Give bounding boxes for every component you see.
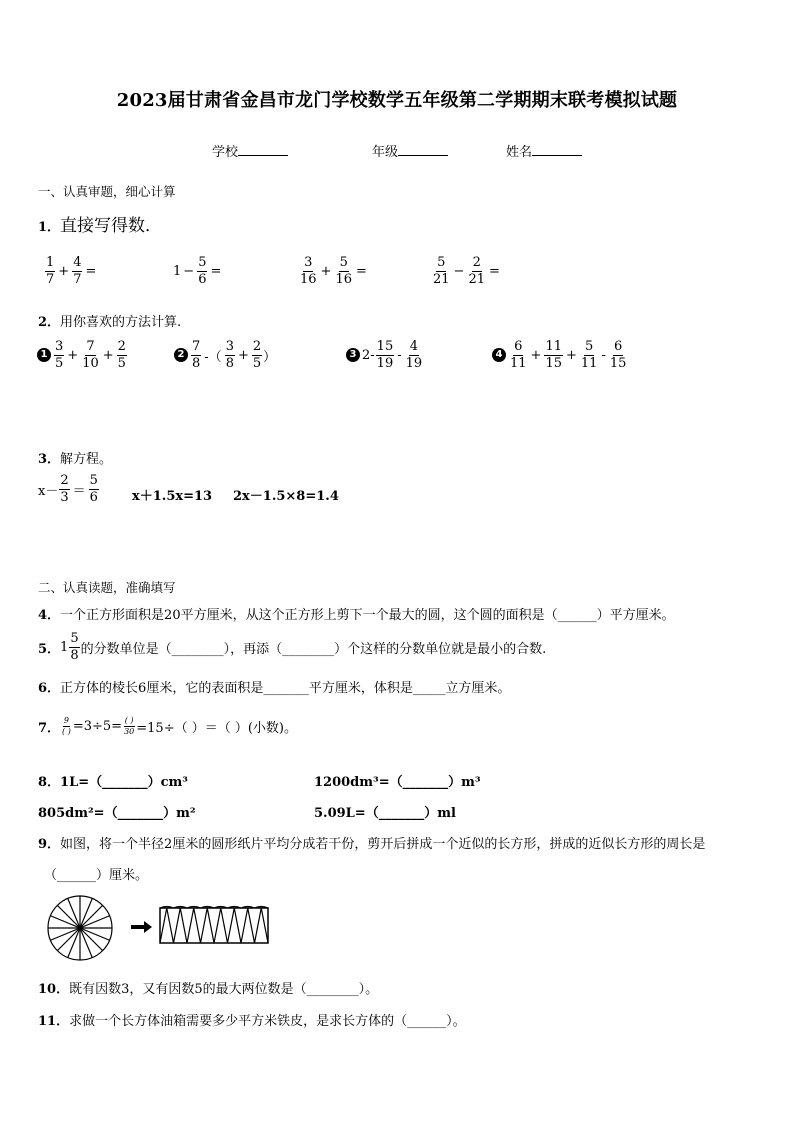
school-label: 学校 — [212, 145, 239, 160]
circled-number-4: 4 — [492, 348, 506, 362]
q9-line-1 — [38, 833, 705, 852]
q11-number: 11． — [38, 1014, 70, 1029]
operator: + — [58, 263, 70, 279]
q3-number: 3． — [38, 452, 61, 467]
page-title: 2023届甘肃省金昌市龙门学校数学五年级第二学期期末联考模拟试题 — [116, 90, 678, 111]
q7 — [38, 717, 297, 737]
name-blank[interactable] — [532, 142, 582, 156]
section-1-heading: 一、认真审题，细心计算 — [38, 184, 176, 199]
q10-number: 10． — [38, 982, 70, 997]
q6-number: 6． — [38, 681, 61, 696]
q9-line-2: （______）厘米。 — [44, 868, 149, 883]
fraction: 4 19 — [405, 339, 423, 371]
q8-number: 8． — [38, 775, 61, 790]
fraction: $\frac{4}{7}$ — [73, 255, 82, 287]
q2-expr-4 — [492, 340, 628, 370]
q4-text: 一个正方形面积是20平方厘米，从这个正方形上剪下一个最大的圆，这个圆的面积是（______）平方厘米。 — [60, 608, 675, 623]
fraction: $\frac{2}{5}$ — [117, 339, 126, 371]
arrow-head — [144, 921, 152, 933]
fraction: $\frac{5}{16}$ — [335, 255, 352, 287]
q3-equation-3: 2x－1.5×8=1.4 — [233, 489, 339, 504]
q1-item-3 — [298, 256, 369, 286]
q8-part-c: 805dm²=（_______）m² — [38, 806, 196, 821]
fraction: 7 8 — [192, 339, 201, 371]
fraction: 5 6 — [89, 473, 98, 505]
q10-text: 既有因数3，又有因数5的最大两位数是（________）。 — [69, 982, 379, 997]
circled-number-2: 2 — [174, 348, 188, 362]
equals: = — [85, 263, 97, 279]
fraction: $\frac{2}{5}$ — [252, 339, 262, 371]
equals: = — [356, 263, 367, 279]
q2-expr-3 — [346, 340, 424, 370]
operator: − — [183, 263, 195, 279]
q1-item-4 — [431, 256, 502, 286]
q9-number: 9． — [38, 837, 61, 852]
q1-number: 1． — [38, 220, 61, 235]
q2-prompt — [38, 311, 181, 330]
q3-text: 解方程。 — [60, 452, 113, 467]
q8-row-1a — [38, 771, 188, 790]
equals: = — [489, 263, 500, 279]
q7-text-2: =15÷（ ）＝（ ）(小数)。 — [136, 721, 298, 737]
fraction: 3 8 — [225, 339, 234, 371]
rectangle-sectors — [160, 907, 268, 944]
fraction: $\frac{5}{6}$ — [198, 255, 207, 287]
lead-term: x－ — [38, 483, 59, 499]
equals: = — [210, 263, 222, 279]
q6-text: 正方体的棱长6厘米，它的表面积是_______平方厘米，体积是_____立方厘米。 — [60, 681, 511, 696]
q2-text: 用你喜欢的方法计算. — [60, 315, 182, 330]
q5 — [38, 632, 546, 662]
q7-number: 7． — [38, 721, 61, 737]
operator: - — [397, 347, 402, 363]
q1-text: 直接写得数． — [60, 216, 163, 236]
fraction: 5 21 — [433, 255, 450, 287]
q3-equation-1 — [38, 474, 100, 504]
q2-expr-2 — [174, 340, 276, 370]
grade-blank[interactable] — [398, 142, 448, 156]
q6 — [38, 677, 510, 696]
q2-number: 2． — [38, 315, 61, 330]
q4 — [38, 604, 675, 623]
q3-equation-2: x＋1.5x=13 — [132, 489, 213, 504]
q5-number: 5． — [38, 641, 61, 657]
operator: + — [67, 347, 79, 363]
whole-number: 1 — [173, 263, 182, 279]
school-field — [212, 141, 288, 160]
operator: -（ — [204, 349, 222, 365]
q9-figure — [46, 892, 276, 968]
q7-text-1: =3÷5= — [72, 719, 123, 735]
fraction: 2 3 — [60, 473, 69, 505]
q1-item-2 — [173, 256, 223, 286]
grade-field — [372, 141, 448, 160]
operator: + — [566, 347, 577, 363]
name-field — [506, 141, 582, 160]
q5-text: 的分数单位是（________），再添（________）个这样的分数单位就是最小的合数. — [80, 641, 547, 657]
operator: + — [237, 347, 249, 363]
q8-part-d: 5.09L=（_______）ml — [314, 806, 456, 821]
operator: + — [102, 347, 114, 363]
fraction: 9 ( ) — [62, 716, 71, 737]
approx-rectangle — [160, 908, 268, 943]
lead-term: 2- — [362, 347, 375, 363]
fraction: 3 5 — [55, 339, 64, 371]
operator: - — [601, 347, 606, 363]
zigzag-sectors — [160, 908, 268, 943]
operator: − — [453, 263, 465, 279]
fraction: 6 11 — [510, 339, 527, 371]
q11-text: 求做一个长方体油箱需要多少平方米铁皮，是求长方体的（______）。 — [69, 1014, 466, 1029]
close-paren: ） — [263, 349, 277, 365]
q11 — [38, 1010, 466, 1029]
grade-label: 年级 — [372, 145, 399, 160]
fraction: $\frac{11}{15}$ — [545, 339, 562, 371]
circled-number-1: 1 — [37, 348, 51, 362]
fraction: ( ) 30 — [124, 716, 135, 737]
q3-prompt — [38, 448, 112, 467]
q2-expr-1 — [37, 340, 128, 370]
fraction: 5 8 — [70, 631, 79, 663]
fraction: $\frac{2}{21}$ — [468, 255, 485, 287]
divided-circle — [48, 896, 112, 960]
equals: ＝ — [72, 483, 86, 499]
school-blank[interactable] — [238, 142, 288, 156]
fraction: $\frac{7}{10}$ — [82, 339, 99, 371]
q10 — [38, 978, 378, 997]
fraction: 3 16 — [300, 255, 317, 287]
fraction: 6 15 — [609, 339, 627, 371]
circle-to-rectangle-diagram — [46, 892, 276, 964]
q1-prompt — [38, 211, 162, 236]
circled-number-3: 3 — [346, 348, 360, 362]
q9-text-1: 如图，将一个半径2厘米的圆形纸片平均分成若干份，剪开后拼成一个近似的长方形，拼成的近似长方形的周长是 — [60, 837, 706, 852]
q1-item-1 — [44, 256, 98, 286]
fraction: 1 7 — [46, 255, 55, 287]
section-2-heading: 二、认真读题，准确填写 — [38, 580, 176, 595]
fraction: 15 19 — [376, 339, 394, 371]
mixed-number-whole: 1 — [60, 639, 69, 655]
name-label: 姓名 — [506, 145, 533, 160]
q8-part-b: 1200dm³=（_______）m³ — [314, 775, 481, 790]
q4-number: 4． — [38, 608, 61, 623]
q8-part-a: 1L=（_______）cm³ — [60, 775, 188, 790]
operator: + — [530, 347, 542, 363]
fraction: $\frac{5}{11}$ — [580, 339, 598, 371]
operator: + — [320, 263, 332, 279]
